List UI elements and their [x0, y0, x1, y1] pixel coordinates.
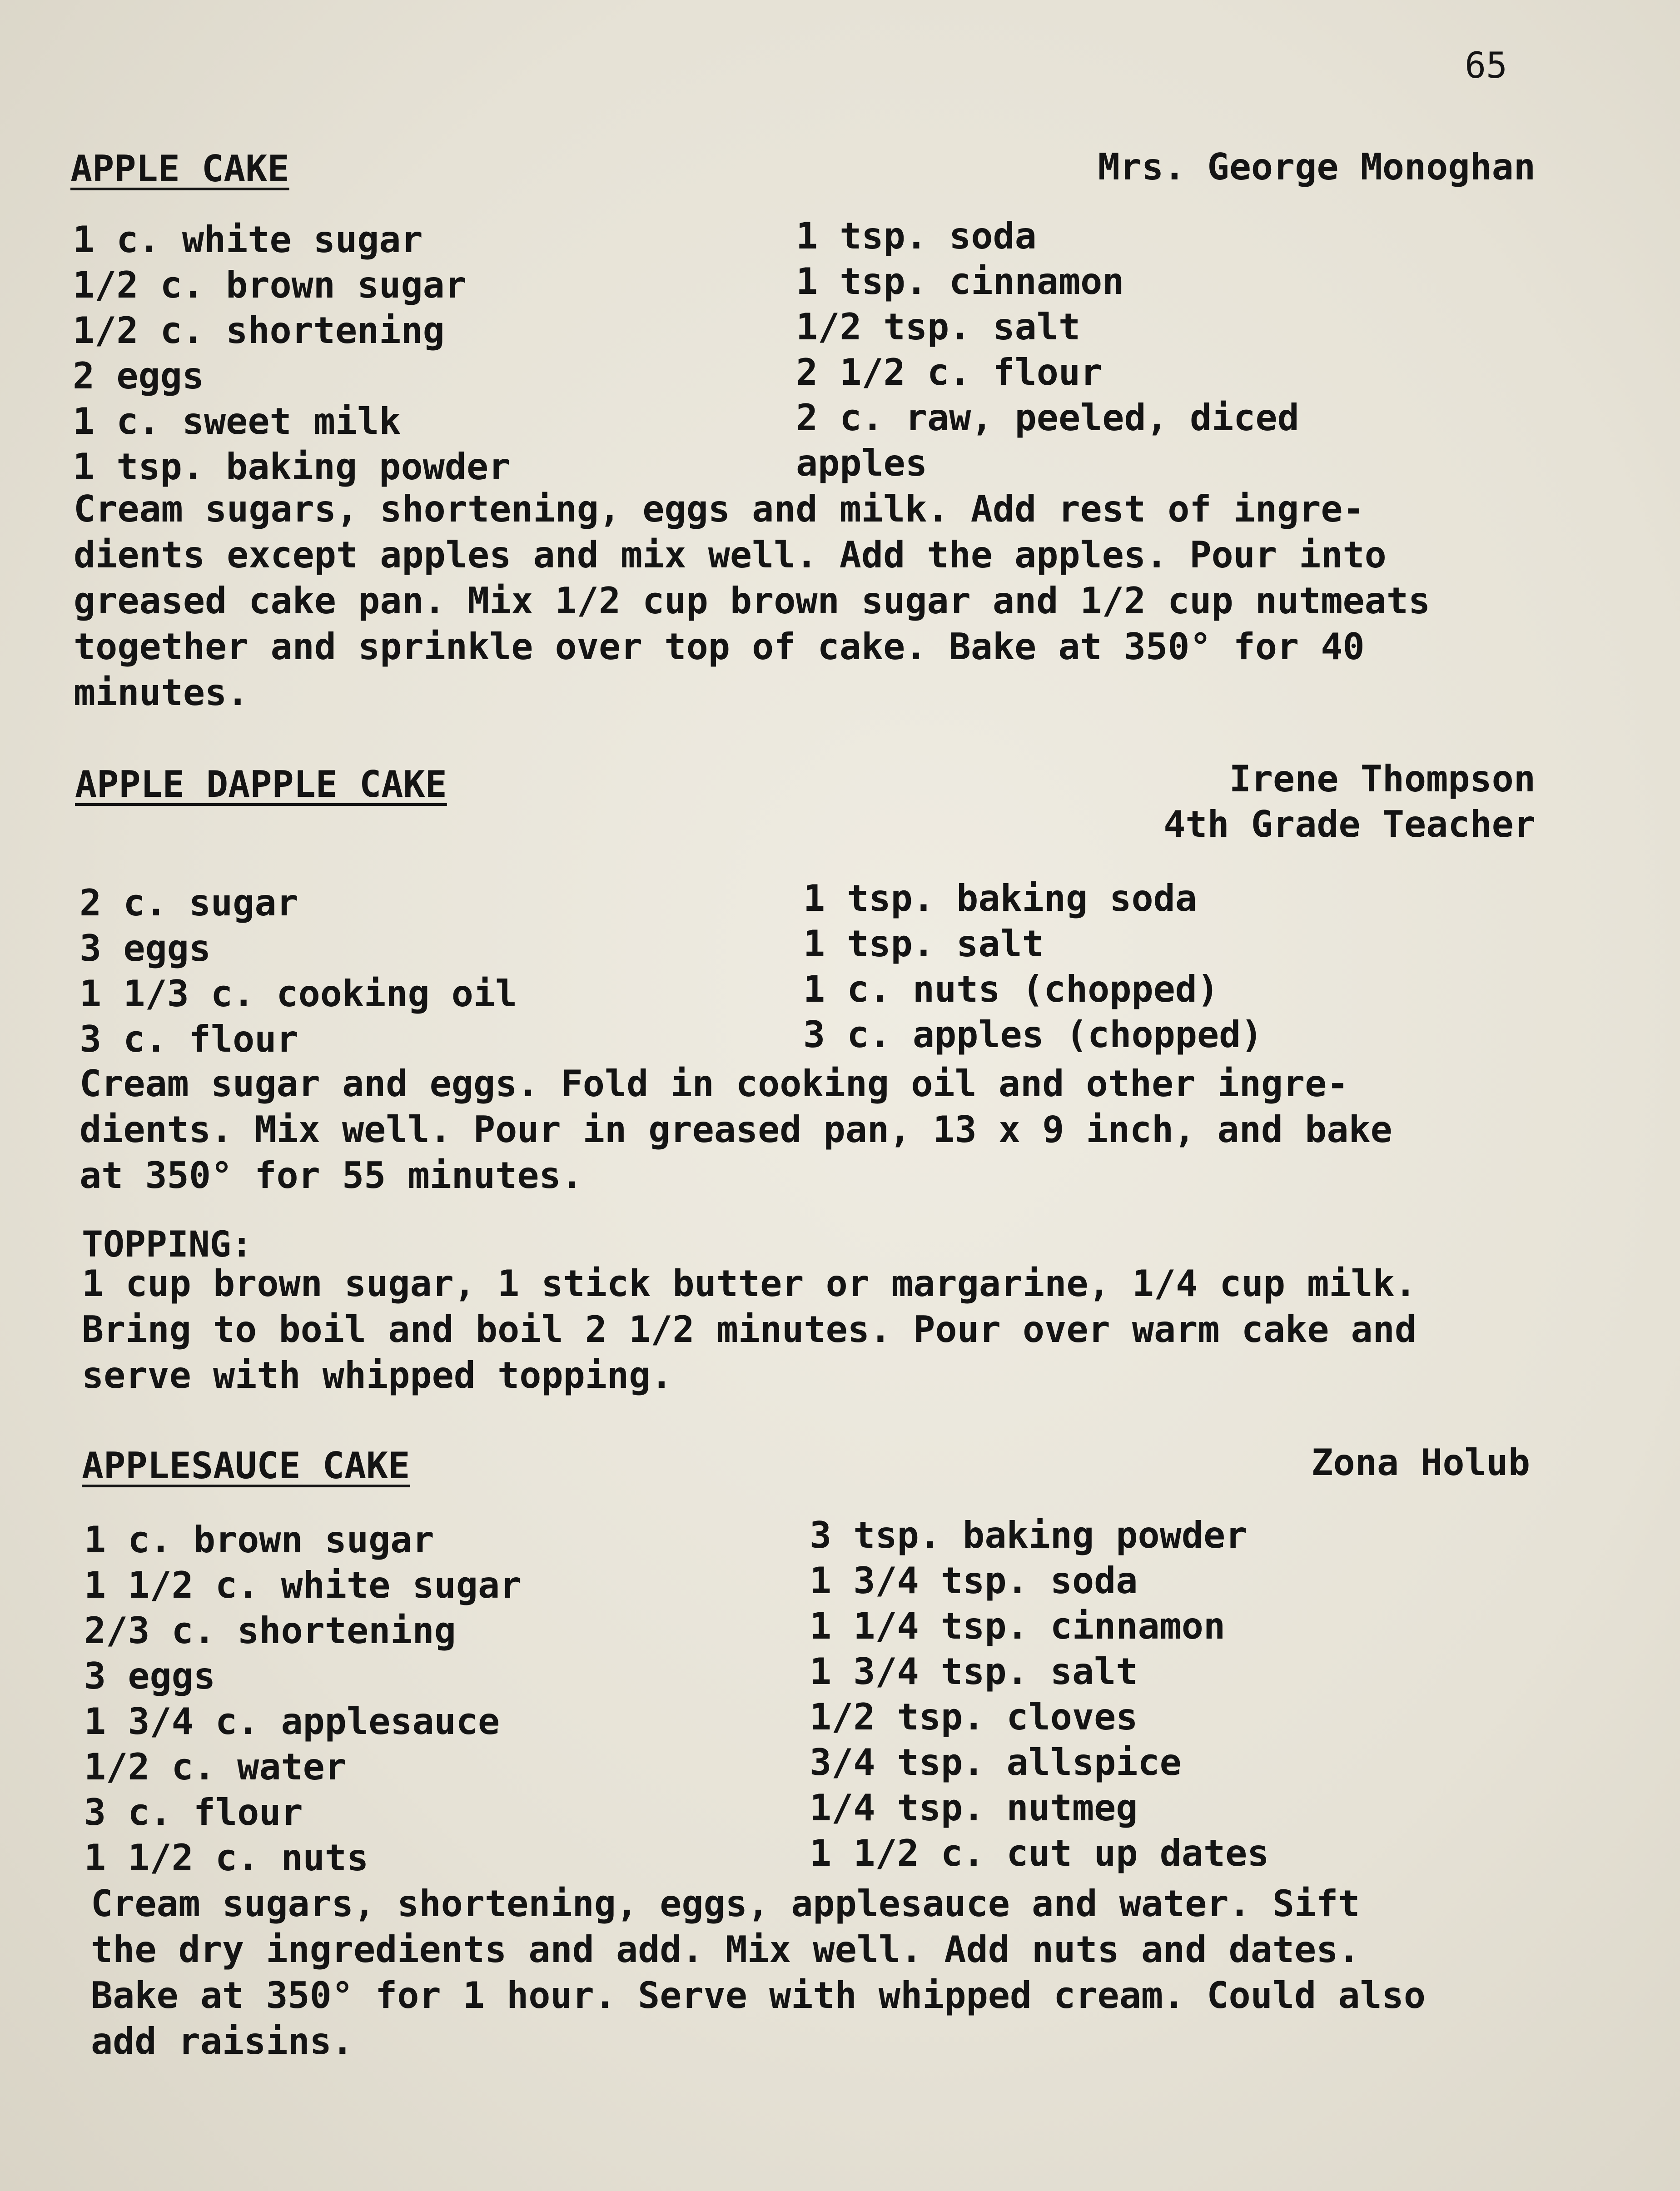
ingredient: 3 c. flour [80, 1018, 298, 1060]
ingredient: 1 tsp. salt [803, 923, 1044, 965]
recipe-directions: Cream sugar and eggs. Fold in cooking oil and other ingre- dients. Mix well. Pour in greased pan, 13 x 9 inch, and bake at 350° for 55 minutes. [80, 1063, 1392, 1197]
ingredient: 2 c. sugar [80, 882, 298, 924]
recipe-title: APPLE CAKE [70, 148, 289, 190]
ingredient-list-right [803, 876, 1262, 1058]
recipe-author [1311, 1440, 1530, 1486]
ingredient: 1/2 tsp. cloves [810, 1696, 1138, 1738]
ingredient: 1 tsp. cinnamon [796, 260, 1124, 303]
ingredient-list-right [810, 1513, 1269, 1876]
ingredient-list-left [80, 880, 517, 1062]
ingredient: 3 c. apples (chopped) [803, 1014, 1263, 1056]
ingredient: 1 3/4 tsp. salt [810, 1650, 1138, 1693]
recipe-author [1163, 756, 1536, 847]
author-line: Mrs. George Monoghan [1098, 146, 1536, 188]
ingredient: 1 1/2 c. nuts [84, 1837, 369, 1879]
author-line: 4th Grade Teacher [1163, 803, 1536, 845]
ingredient: 3 eggs [80, 927, 211, 969]
author-line: Irene Thompson [1229, 758, 1536, 800]
ingredient: 2 eggs [73, 355, 204, 397]
ingredient: 1 c. sweet milk [73, 400, 401, 442]
ingredient: 1 3/4 tsp. soda [810, 1560, 1138, 1602]
author-line: Zona Holub [1311, 1441, 1530, 1484]
ingredient: 3 eggs [84, 1655, 215, 1697]
ingredient-list-left [84, 1517, 522, 1881]
ingredient: 1 c. nuts (chopped) [803, 968, 1219, 1010]
ingredient: 1 tsp. baking soda [803, 877, 1197, 919]
ingredient: 1/2 c. brown sugar [73, 264, 467, 306]
recipe-title: APPLE DAPPLE CAKE [75, 763, 447, 805]
recipe-directions: Cream sugars, shortening, eggs, applesauce and water. Sift the dry ingredients and add. Mix well. Add nuts and dates. Bake at 350° for 1 hour. Serve with whipped cream. Could also add raisins. [91, 1883, 1426, 2062]
ingredient: 3 tsp. baking powder [810, 1514, 1248, 1556]
ingredient: 1/2 tsp. salt [796, 306, 1081, 348]
ingredient: 2 1/2 c. flour [796, 351, 1103, 393]
ingredient: 1 1/3 c. cooking oil [80, 973, 517, 1015]
ingredient: apples [796, 442, 927, 484]
ingredient: 1 1/2 c. white sugar [84, 1564, 522, 1606]
topping-directions: 1 cup brown sugar, 1 stick butter or margarine, 1/4 cup milk. Bring to boil and boil 2 1/2 minutes. Pour over warm cake and serve with whipped topping. [82, 1262, 1417, 1396]
ingredient: 1 tsp. soda [796, 215, 1037, 257]
ingredient: 2/3 c. shortening [84, 1610, 456, 1652]
recipe-title: APPLESAUCE CAKE [82, 1445, 410, 1487]
ingredient: 1 3/4 c. applesauce [84, 1700, 500, 1743]
recipe-author [1098, 144, 1536, 190]
ingredient-list-left [73, 217, 510, 490]
topping-heading: TOPPING: [82, 1224, 253, 1265]
ingredient-list-right [796, 214, 1299, 486]
page-number: 65 [1465, 45, 1507, 86]
ingredient: 1 1/2 c. cut up dates [810, 1832, 1269, 1874]
ingredient: 1 tsp. baking powder [73, 446, 511, 488]
ingredient: 1/2 c. water [84, 1746, 347, 1788]
ingredient: 1 1/4 tsp. cinnamon [810, 1605, 1226, 1647]
ingredient: 2 c. raw, peeled, diced [796, 397, 1299, 439]
ingredient: 3/4 tsp. allspice [810, 1741, 1182, 1784]
ingredient: 1/2 c. shortening [73, 309, 445, 352]
ingredient: 1 c. brown sugar [84, 1519, 434, 1561]
ingredient: 1 c. white sugar [73, 219, 423, 261]
recipe-directions: Cream sugars, shortening, eggs and milk. Add rest of ingre- dients except apples and mix well. Add the apples. Pour into greased cake pan. Mix 1/2 cup brown sugar and 1/2 cup nutmeats together and sprinkle over top of cake. Bake at 350° for 40 minutes. [74, 488, 1431, 714]
ingredient: 1/4 tsp. nutmeg [810, 1787, 1138, 1829]
ingredient: 3 c. flour [84, 1791, 303, 1833]
